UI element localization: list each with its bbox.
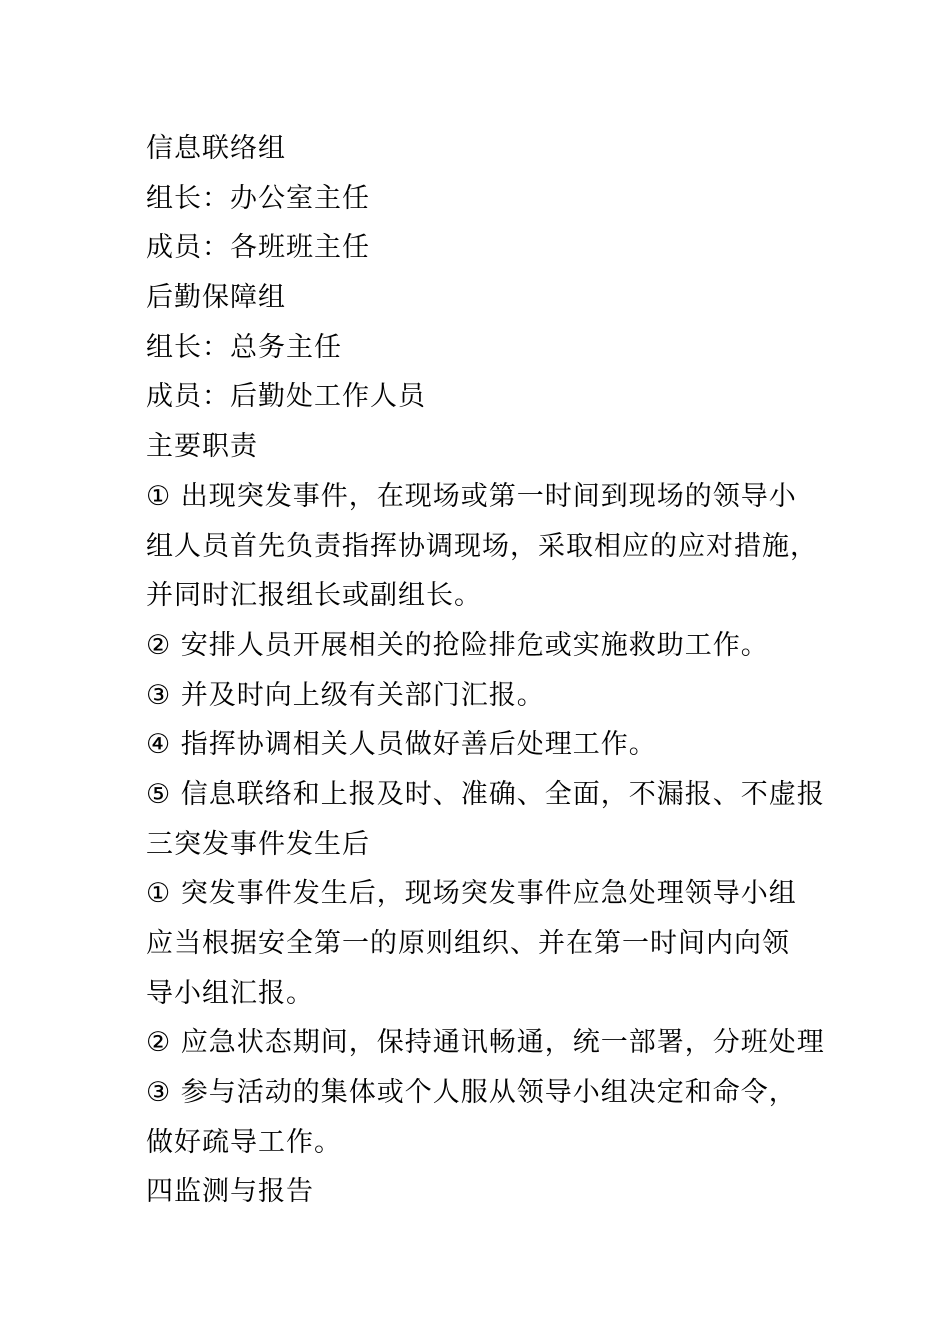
section-heading-info-liaison: 信息联络组	[146, 133, 286, 164]
text-line: 成员：各班班主任	[146, 232, 370, 264]
section-heading-logistics: 后勤保障组	[146, 282, 286, 314]
paragraph-line: ① 突发事件发生后，现场突发事件应急处理领导小组	[146, 878, 797, 910]
document-body	[146, 124, 836, 1217]
text-line: 组长：总务主任	[146, 331, 342, 363]
section-heading-monitoring: 四监测与报告	[146, 1176, 314, 1208]
paragraph-line: ④ 指挥协调相关人员做好善后处理工作。	[146, 729, 657, 761]
section-heading-after-emergency: 三突发事件发生后	[146, 828, 370, 860]
paragraph-line: ③ 参与活动的集体或个人服从领导小组决定和命令，	[146, 1077, 797, 1109]
section-heading-duties: 主要职责	[146, 431, 258, 463]
text-line: 成员：后勤处工作人员	[146, 381, 426, 413]
paragraph-line: ② 应急状态期间，保持通讯畅通，统一部署，分班处理	[146, 1027, 825, 1059]
paragraph-line: 应当根据安全第一的原则组织、并在第一时间内向领	[146, 928, 790, 959]
paragraph-line: 导小组汇报。	[146, 977, 314, 1009]
paragraph-line: ⑤ 信息联络和上报及时、准确、全面，不漏报、不虚报	[146, 778, 825, 810]
paragraph-line: ③ 并及时向上级有关部门汇报。	[146, 679, 545, 711]
paragraph-line: 组人员首先负责指挥协调现场，采取相应的应对措施，	[146, 530, 818, 562]
paragraph-line: 并同时汇报组长或副组长。	[146, 580, 482, 612]
paragraph-line: ② 安排人员开展相关的抢险排危或实施救助工作。	[146, 629, 769, 661]
paragraph-line: ① 出现突发事件，在现场或第一时间到现场的领导小	[146, 480, 797, 512]
text-line: 组长：办公室主任	[146, 182, 370, 214]
paragraph-line: 做好疏导工作。	[146, 1126, 342, 1158]
